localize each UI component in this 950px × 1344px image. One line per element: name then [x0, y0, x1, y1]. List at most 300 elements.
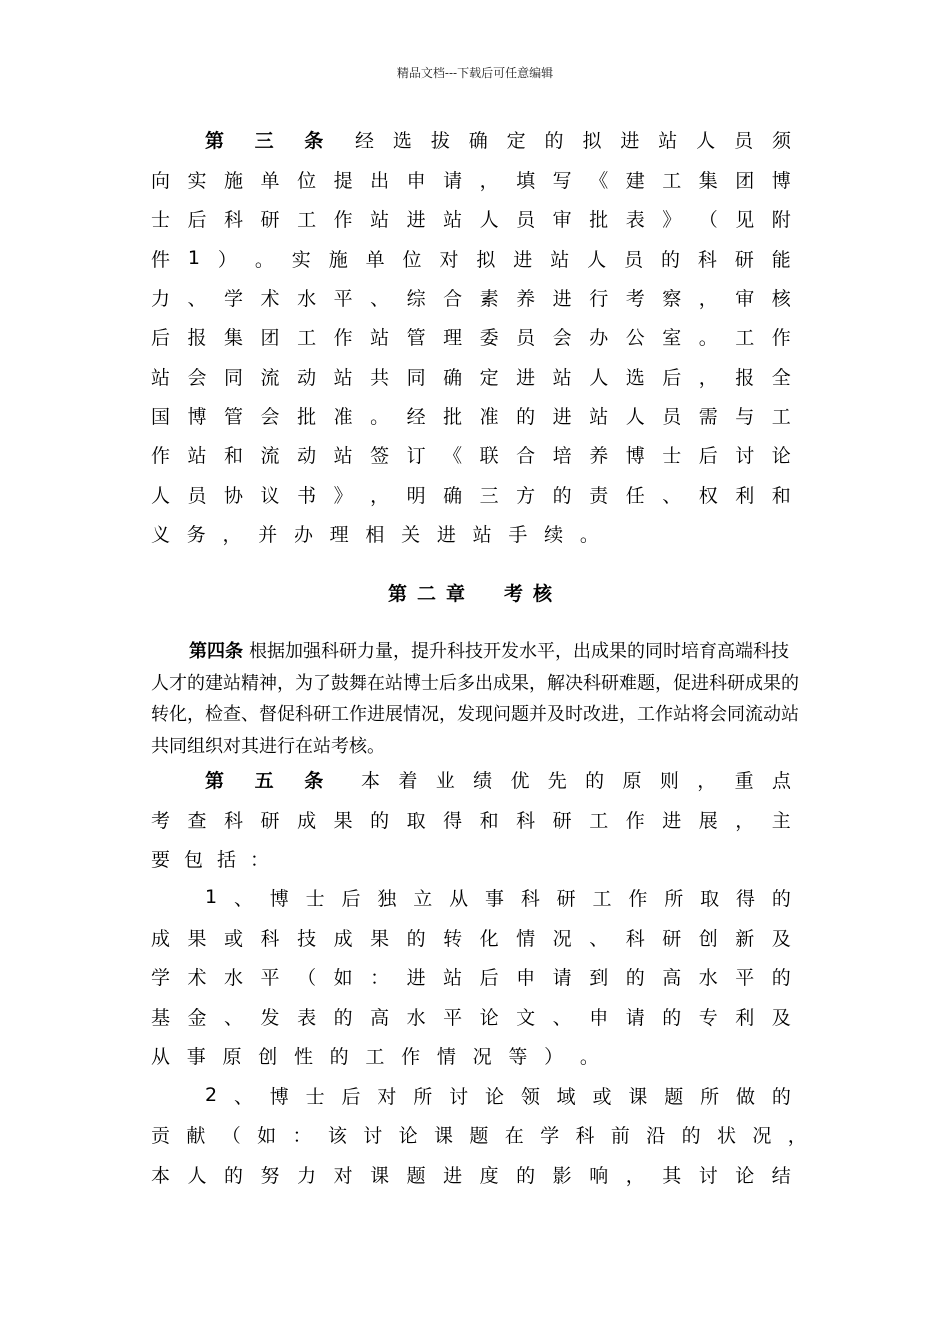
char-glyph: 明 [406, 484, 426, 507]
char-glyph: 站 [370, 208, 390, 231]
char-glyph: ） [217, 248, 237, 271]
char-glyph: 域 [556, 1085, 576, 1108]
char-glyph: 请 [625, 1006, 645, 1029]
char-glyph: 在 [504, 1124, 524, 1147]
char-glyph: 水 [224, 966, 244, 989]
char-glyph: 核 [771, 287, 791, 310]
char-glyph: 人 [187, 1164, 207, 1187]
char-glyph: 站 [550, 248, 570, 271]
char-glyph: 化 [479, 927, 499, 950]
char-glyph: 金 [187, 1006, 207, 1029]
char-glyph: 团 [735, 169, 755, 192]
char-glyph: 作 [333, 208, 353, 231]
char-glyph: 共 [370, 366, 390, 389]
char-glyph: 的 [662, 1006, 682, 1029]
char-glyph: 集 [224, 326, 244, 349]
article3-line-6 [151, 323, 791, 349]
char-glyph: 站 [658, 129, 678, 152]
char-glyph: 续 [544, 523, 564, 546]
char-glyph: 优 [510, 769, 530, 792]
char-glyph: 考 [151, 809, 171, 832]
char-glyph: 工 [735, 326, 755, 349]
char-glyph: 所 [664, 887, 684, 910]
article3-line-7 [151, 363, 791, 389]
char-glyph: 的 [660, 248, 680, 271]
char-glyph: 讨 [449, 1085, 469, 1108]
char-glyph: 、 [370, 287, 390, 310]
article3-line-10 [151, 481, 791, 507]
char-glyph: 权 [698, 484, 718, 507]
char-glyph: 相 [365, 523, 385, 546]
char-glyph: 进 [443, 1164, 463, 1187]
char-glyph: 得 [443, 809, 463, 832]
char-glyph: 水 [406, 1006, 426, 1029]
article3-line-9 [151, 441, 791, 467]
char-glyph: 术 [260, 287, 280, 310]
char-glyph: 状 [717, 1124, 737, 1147]
char-glyph: 集 [698, 169, 718, 192]
char-glyph: 的 [370, 809, 390, 832]
item1-line-5 [151, 1042, 599, 1068]
char-glyph: 的 [544, 129, 564, 152]
char-glyph: 研 [260, 809, 280, 832]
char-glyph: 工 [771, 405, 791, 428]
char-glyph: 作 [625, 809, 645, 832]
char-glyph: 议 [260, 484, 280, 507]
char-glyph: 办 [293, 523, 313, 546]
char-glyph: 综 [406, 287, 426, 310]
char-glyph: 《 [443, 444, 463, 467]
char-glyph: 讨 [698, 1164, 718, 1187]
char-glyph: 后 [662, 366, 682, 389]
char-glyph: 养 [589, 444, 609, 467]
char-glyph: 查 [187, 809, 207, 832]
char-glyph: 论 [479, 1006, 499, 1029]
char-glyph: 手 [508, 523, 528, 546]
article3-line-8 [151, 402, 791, 428]
char-glyph: 果 [333, 809, 353, 832]
char-glyph: 附 [771, 208, 791, 231]
char-glyph: 务 [186, 523, 206, 546]
char-glyph: 员 [734, 129, 754, 152]
char-glyph: 后 [698, 444, 718, 467]
char-glyph: 责 [589, 484, 609, 507]
char-glyph: 流 [260, 366, 280, 389]
char-glyph: 事 [484, 887, 504, 910]
char-glyph: 平 [333, 287, 353, 310]
article4-paragraph [151, 636, 801, 762]
char-glyph: 的 [329, 1045, 349, 1068]
char-glyph: 如 [333, 966, 353, 989]
article3-line-11 [151, 520, 599, 546]
char-glyph: 括 [216, 848, 236, 871]
char-glyph: 位 [402, 248, 422, 271]
char-glyph: 填 [516, 169, 536, 192]
char-glyph: 2 [205, 1084, 218, 1106]
char-glyph: 后 [479, 966, 499, 989]
char-glyph: 人 [479, 208, 499, 231]
char-glyph: 审 [552, 208, 572, 231]
char-glyph: 的 [771, 887, 791, 910]
char-glyph: 定 [506, 129, 526, 152]
char-glyph: （ [221, 1124, 241, 1147]
char-glyph: ， [222, 523, 242, 546]
char-glyph: 沿 [646, 1124, 666, 1147]
char-glyph: 领 [520, 1085, 540, 1108]
char-glyph: 所 [413, 1085, 433, 1108]
char-glyph: 学 [224, 287, 244, 310]
char-glyph: 博 [771, 169, 791, 192]
char-glyph: 人 [625, 405, 645, 428]
char-glyph: 后 [341, 887, 361, 910]
char-glyph: 士 [151, 208, 171, 231]
char-glyph: 等 [508, 1045, 528, 1068]
item1-line-1 [205, 884, 791, 910]
char-glyph: 并 [258, 523, 278, 546]
article4-label: 第四条 [189, 641, 243, 662]
char-glyph: 施 [328, 248, 348, 271]
article5-text [361, 766, 791, 793]
char-glyph: 流 [260, 444, 280, 467]
char-glyph: 科 [520, 887, 540, 910]
char-glyph: 建 [625, 169, 645, 192]
article3-line-1 [205, 126, 791, 152]
char-glyph: 会 [260, 405, 280, 428]
char-glyph: 单 [365, 248, 385, 271]
char-glyph: 出 [370, 169, 390, 192]
char-glyph: 进 [552, 405, 572, 428]
char-glyph: 水 [297, 287, 317, 310]
char-glyph: 见 [735, 208, 755, 231]
char-glyph: 经 [406, 405, 426, 428]
char-glyph: 的 [771, 1085, 791, 1108]
char-glyph: 课 [370, 1164, 390, 1187]
char-glyph: 科 [575, 1124, 595, 1147]
char-glyph: 培 [552, 444, 572, 467]
char-glyph: 表 [625, 208, 645, 231]
char-glyph: ： [292, 1124, 312, 1147]
char-glyph: ： [249, 848, 269, 871]
char-glyph: 1 [205, 886, 218, 908]
char-glyph: 的 [771, 966, 791, 989]
char-glyph: 任 [625, 484, 645, 507]
char-glyph: 的 [585, 769, 605, 792]
char-glyph: 的 [516, 405, 536, 428]
char-glyph: 。 [698, 326, 718, 349]
char-glyph: 。 [370, 405, 390, 428]
article5-label: 第 五 条 [205, 769, 336, 792]
char-glyph: 义 [151, 523, 171, 546]
char-glyph: 后 [151, 326, 171, 349]
char-glyph: 拟 [476, 248, 496, 271]
char-glyph: 况 [472, 1045, 492, 1068]
char-glyph: 性 [293, 1045, 313, 1068]
char-glyph: 批 [443, 405, 463, 428]
char-glyph: 科 [625, 927, 645, 950]
char-glyph: 新 [735, 927, 755, 950]
char-glyph: 情 [516, 927, 536, 950]
char-glyph: 向 [151, 169, 171, 192]
char-glyph: 士 [662, 444, 682, 467]
char-glyph: 确 [443, 366, 463, 389]
char-glyph: 审 [735, 287, 755, 310]
char-glyph: 进 [406, 208, 426, 231]
char-glyph: 人 [589, 366, 609, 389]
char-glyph: 平 [260, 966, 280, 989]
char-glyph: 选 [625, 366, 645, 389]
char-glyph: 研 [662, 927, 682, 950]
char-glyph: 成 [333, 927, 353, 950]
char-glyph: 。 [579, 523, 599, 546]
char-glyph: 博 [187, 405, 207, 428]
char-glyph: 或 [224, 927, 244, 950]
char-glyph: 位 [297, 169, 317, 192]
char-glyph: 施 [224, 169, 244, 192]
char-glyph: 研 [260, 208, 280, 231]
char-glyph: 》 [333, 484, 353, 507]
char-glyph: 士 [305, 1085, 325, 1108]
char-glyph: ， [697, 769, 717, 792]
char-glyph: 论 [398, 1124, 418, 1147]
char-glyph: 提 [333, 169, 353, 192]
char-glyph: 平 [735, 966, 755, 989]
char-glyph: 独 [377, 887, 397, 910]
item1-line-2 [151, 924, 791, 950]
char-glyph: 员 [624, 248, 644, 271]
char-glyph: 学 [540, 1124, 560, 1147]
char-glyph: 基 [151, 1006, 171, 1029]
char-glyph: 况 [552, 927, 572, 950]
article3-text [355, 126, 791, 153]
article5-line-2 [151, 806, 791, 832]
char-glyph: 平 [443, 1006, 463, 1029]
char-glyph: 养 [516, 287, 536, 310]
char-glyph: 、 [224, 1006, 244, 1029]
char-glyph: （ [698, 208, 718, 231]
item1-line-3 [151, 963, 791, 989]
char-glyph: 拔 [430, 129, 450, 152]
char-glyph: 讨 [363, 1124, 383, 1147]
char-glyph: 确 [443, 484, 463, 507]
article5-line-1 [205, 766, 791, 792]
char-glyph: 联 [479, 444, 499, 467]
char-glyph: 及 [771, 927, 791, 950]
char-glyph: 成 [151, 927, 171, 950]
char-glyph: 件 [151, 248, 171, 271]
char-glyph: 进 [513, 248, 533, 271]
char-glyph: 论 [735, 1164, 755, 1187]
char-glyph: 办 [589, 326, 609, 349]
char-glyph: 动 [297, 444, 317, 467]
char-glyph: 全 [771, 366, 791, 389]
char-glyph: 员 [516, 326, 536, 349]
char-glyph: 果 [370, 927, 390, 950]
char-glyph: 业 [435, 769, 455, 792]
char-glyph: 贡 [151, 1124, 171, 1147]
char-glyph: 经 [355, 129, 375, 152]
char-glyph: 做 [735, 1085, 755, 1108]
char-glyph: 工 [662, 169, 682, 192]
char-glyph: 主 [771, 809, 791, 832]
char-glyph: 站 [472, 523, 492, 546]
char-glyph: 到 [589, 966, 609, 989]
char-glyph: 论 [484, 1085, 504, 1108]
char-glyph: 或 [592, 1085, 612, 1108]
char-glyph: 情 [436, 1045, 456, 1068]
char-glyph: 申 [516, 966, 536, 989]
char-glyph: 站 [333, 366, 353, 389]
char-glyph: 科 [260, 927, 280, 950]
char-glyph: 、 [662, 484, 682, 507]
char-glyph: 作 [401, 1045, 421, 1068]
char-glyph: 站 [333, 444, 353, 467]
char-glyph: 站 [151, 366, 171, 389]
char-glyph: 对 [377, 1085, 397, 1108]
char-glyph: 察 [662, 287, 682, 310]
char-glyph: 写 [552, 169, 572, 192]
char-glyph: 成 [297, 809, 317, 832]
char-glyph: 能 [771, 248, 791, 271]
char-glyph: 对 [439, 248, 459, 271]
char-glyph: 作 [771, 326, 791, 349]
article3-label: 第 三 条 [205, 129, 336, 152]
char-glyph: 定 [479, 366, 499, 389]
char-glyph: 工 [297, 208, 317, 231]
char-glyph: 着 [398, 769, 418, 792]
char-glyph: ： [370, 966, 390, 989]
char-glyph: 管 [224, 405, 244, 428]
char-glyph: 会 [552, 326, 572, 349]
char-glyph: 转 [443, 927, 463, 950]
article3-line-3 [151, 205, 791, 231]
char-glyph: 从 [449, 887, 469, 910]
page-header: 精品文档---下载后可任意编辑 [396, 66, 554, 80]
char-glyph: 申 [406, 169, 426, 192]
char-glyph: 重 [734, 769, 754, 792]
char-glyph: 绩 [473, 769, 493, 792]
char-glyph: 请 [552, 966, 572, 989]
char-glyph: 动 [297, 366, 317, 389]
item2-line-3 [151, 1161, 791, 1187]
char-glyph: 力 [151, 287, 171, 310]
char-glyph: 理 [443, 326, 463, 349]
char-glyph: 研 [556, 887, 576, 910]
item1-line-4 [151, 1003, 791, 1029]
char-glyph: 论 [771, 444, 791, 467]
char-glyph: 技 [297, 927, 317, 950]
char-glyph: 《 [589, 169, 609, 192]
char-glyph: 、 [552, 1006, 572, 1029]
char-glyph: 合 [443, 287, 463, 310]
article3-line-5 [151, 284, 791, 310]
char-glyph: 站 [370, 326, 390, 349]
char-glyph: 利 [735, 484, 755, 507]
char-glyph: 、 [589, 927, 609, 950]
char-glyph: 取 [700, 887, 720, 910]
char-glyph: 、 [233, 887, 253, 910]
char-glyph: 签 [370, 444, 390, 467]
char-glyph: 从 [151, 1045, 171, 1068]
char-glyph: 原 [622, 769, 642, 792]
char-glyph: 关 [401, 523, 421, 546]
char-glyph: 工 [592, 887, 612, 910]
char-glyph: 人 [696, 129, 716, 152]
char-glyph: 站 [187, 444, 207, 467]
char-glyph: 研 [734, 248, 754, 271]
article4-text: 根据加强科研力量，提升科技开发水平，出成果的同时培育高端科技人才的建站精神，为了鼓舞在站博士后多出成果，解决科研难题，促进科研成果的转化，检查、督促科研工作进展情况，发现问题并及时改进，工作站将会同流动站共同组织对其进行在站考核。 [151, 641, 799, 757]
char-glyph: 课 [434, 1124, 454, 1147]
char-glyph: 作 [333, 326, 353, 349]
char-glyph: ， [787, 1124, 807, 1147]
char-glyph: 的 [224, 1164, 244, 1187]
char-glyph: 、 [233, 1085, 253, 1108]
char-glyph: 题 [469, 1124, 489, 1147]
char-glyph: 报 [187, 326, 207, 349]
char-glyph: 员 [662, 405, 682, 428]
char-glyph: 先 [547, 769, 567, 792]
char-glyph: 、 [187, 287, 207, 310]
char-glyph: 选 [392, 129, 412, 152]
char-glyph: 高 [662, 966, 682, 989]
char-glyph: 博 [269, 1085, 289, 1108]
char-glyph: 度 [479, 1164, 499, 1187]
char-glyph: 》 [662, 208, 682, 231]
char-glyph: 进 [620, 129, 640, 152]
char-glyph: 素 [479, 287, 499, 310]
char-glyph: 术 [187, 966, 207, 989]
char-glyph: 进 [436, 523, 456, 546]
char-glyph: 的 [516, 1164, 536, 1187]
char-glyph: 表 [297, 1006, 317, 1029]
char-glyph: 进 [516, 366, 536, 389]
char-glyph: 需 [698, 405, 718, 428]
char-glyph: 与 [735, 405, 755, 428]
char-glyph: 请 [443, 169, 463, 192]
char-glyph: 管 [406, 326, 426, 349]
char-glyph: 前 [610, 1124, 630, 1147]
char-glyph: 批 [589, 208, 609, 231]
char-glyph: 后 [341, 1085, 361, 1108]
char-glyph: 其 [662, 1164, 682, 1187]
char-glyph: 会 [187, 366, 207, 389]
char-glyph: 则 [659, 769, 679, 792]
char-glyph: 利 [735, 1006, 755, 1029]
char-glyph: 学 [151, 966, 171, 989]
char-glyph: 献 [186, 1124, 206, 1147]
char-glyph: 的 [625, 966, 645, 989]
char-glyph: 点 [771, 769, 791, 792]
char-glyph: 室 [662, 326, 682, 349]
char-glyph: 准 [333, 405, 353, 428]
char-glyph: 确 [468, 129, 488, 152]
char-glyph: 进 [552, 287, 572, 310]
char-glyph: 理 [329, 523, 349, 546]
char-glyph: 事 [186, 1045, 206, 1068]
char-glyph: 的 [333, 1006, 353, 1029]
char-glyph: 取 [406, 809, 426, 832]
char-glyph: ， [625, 1164, 645, 1187]
char-glyph: 博 [625, 444, 645, 467]
char-glyph: 作 [628, 887, 648, 910]
char-glyph: 高 [370, 1006, 390, 1029]
char-glyph: 进 [662, 809, 682, 832]
char-glyph: 专 [698, 1006, 718, 1029]
char-glyph: 文 [516, 1006, 536, 1029]
char-glyph: 方 [516, 484, 536, 507]
char-glyph: 批 [297, 405, 317, 428]
chapter-heading: 第二章 考核 [387, 583, 562, 605]
char-glyph: 国 [151, 405, 171, 428]
